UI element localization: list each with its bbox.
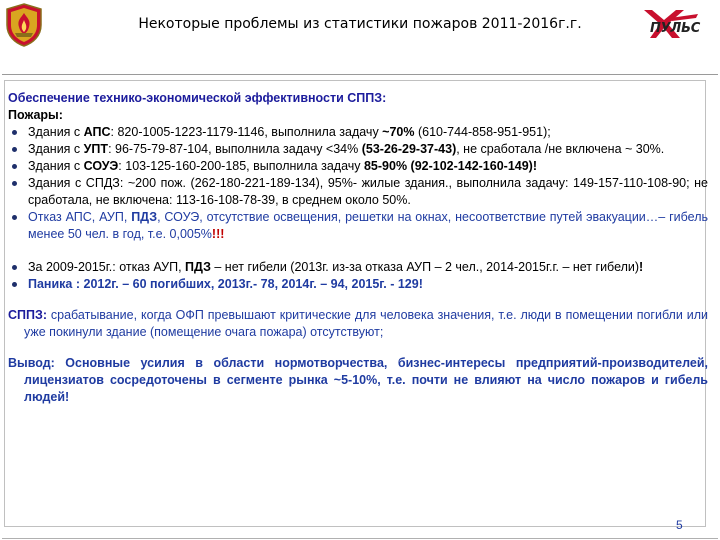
stats-list (8, 259, 708, 293)
term-soue: СОУЭ (83, 159, 119, 173)
spacer (8, 243, 708, 259)
page-number: 5 (676, 518, 683, 532)
term-pdz: ПДЗ (185, 260, 211, 274)
fires-label: Пожары: (8, 108, 63, 122)
section-heading: Обеспечение технико-экономической эффективности СППЗ: (8, 91, 387, 105)
list-item-upt (8, 141, 708, 158)
list-item-text: – нет гибели (2013г. из-за отказа АУП – 2 чел., 2014-2015г.г. – нет гибели) (210, 260, 640, 274)
exclamation-mark: !!! (211, 227, 225, 241)
list-item-text: , не сработала /не включена ~ 30%. (456, 142, 665, 156)
definition-paragraph (8, 307, 708, 341)
conclusion-label: Вывод: (8, 356, 55, 370)
logo-text: ПУЛЬС (650, 21, 701, 36)
slide-title: Некоторые проблемы из статистики пожаров 2011-2016г.г. (138, 16, 582, 32)
list-item-text: Отказ АПС, АУП, (28, 210, 132, 224)
term-aps: АПС (83, 125, 111, 139)
list-item-text: Здания с (28, 125, 84, 139)
list-item-failures (8, 209, 708, 243)
slide-header (0, 0, 720, 60)
fire-service-emblem-icon (4, 3, 44, 47)
list-item-text: : 820-1005-1223-1179-1146, выполнила задачу (110, 125, 383, 139)
list-item-text: Здания с (28, 142, 84, 156)
list-item-panic (8, 276, 708, 293)
list-item-soue (8, 158, 708, 175)
header-divider (2, 74, 718, 75)
footer-divider (2, 538, 718, 539)
list-item-text: , СОУЭ, отсутствие освещения, решетки на окнах, несоответствие путей эвакуации…– гибель менее 50 чел. в год, т.е. 0,005% (28, 210, 708, 241)
list-item-text: За 2009-2015г.: отказ АУП, (28, 260, 186, 274)
list-item-text: : 96-75-79-87-104, выполнила задачу <34% (108, 142, 362, 156)
spacer (8, 341, 708, 355)
fires-list (8, 124, 708, 243)
list-item-text: Здания с СПДЗ: ~200 пож. (262-180-221-189-134), 95%- жилые здания., выполнила задачу: 149-157-110-108-90; не сработала, не включена: 113-16-108-78-39, в среднем около 50%. (28, 176, 708, 207)
term-upt: УПТ (83, 142, 109, 156)
list-item-text: Паника : 2012г. – 60 погибших, 2013г.- 78, 2014г. – 94, 2015г. - 129! (28, 277, 423, 291)
list-item-text: : 103-125-160-200-185, выполнила задачу (118, 159, 364, 173)
highlight-value: (53-26-29-37-43) (361, 142, 457, 156)
definition-term: СППЗ: (8, 308, 47, 322)
conclusion-paragraph (8, 355, 708, 406)
slide-content (8, 90, 708, 406)
highlight-value: 85-90% (92-102-142-160-149)! (363, 159, 538, 173)
highlight-value: ~70% (382, 125, 415, 139)
list-item-text: Здания с (28, 159, 84, 173)
definition-text: срабатывание, когда ОФП превышают критические для человека значения, т.е. люди в помещении погибли или уже покинули здание (помещение очага пожара) отсутствуют; (24, 308, 708, 339)
exclamation-mark: ! (639, 260, 644, 274)
list-item-text: (610-744-858-951-951); (414, 125, 551, 139)
list-item-aps (8, 124, 708, 141)
conclusion-text: Основные усилия в области нормотворчества, бизнес-интересы предприятий-производителей, лицензиатов сосредоточены в сегменте рынка ~5-10%, т.е. почти не влияют на число пожаров и гибель людей! (24, 356, 708, 404)
list-item-spdz (8, 175, 708, 209)
spacer (8, 293, 708, 307)
term-pdz: ПДЗ (131, 210, 158, 224)
list-item-2009-2015 (8, 259, 708, 276)
